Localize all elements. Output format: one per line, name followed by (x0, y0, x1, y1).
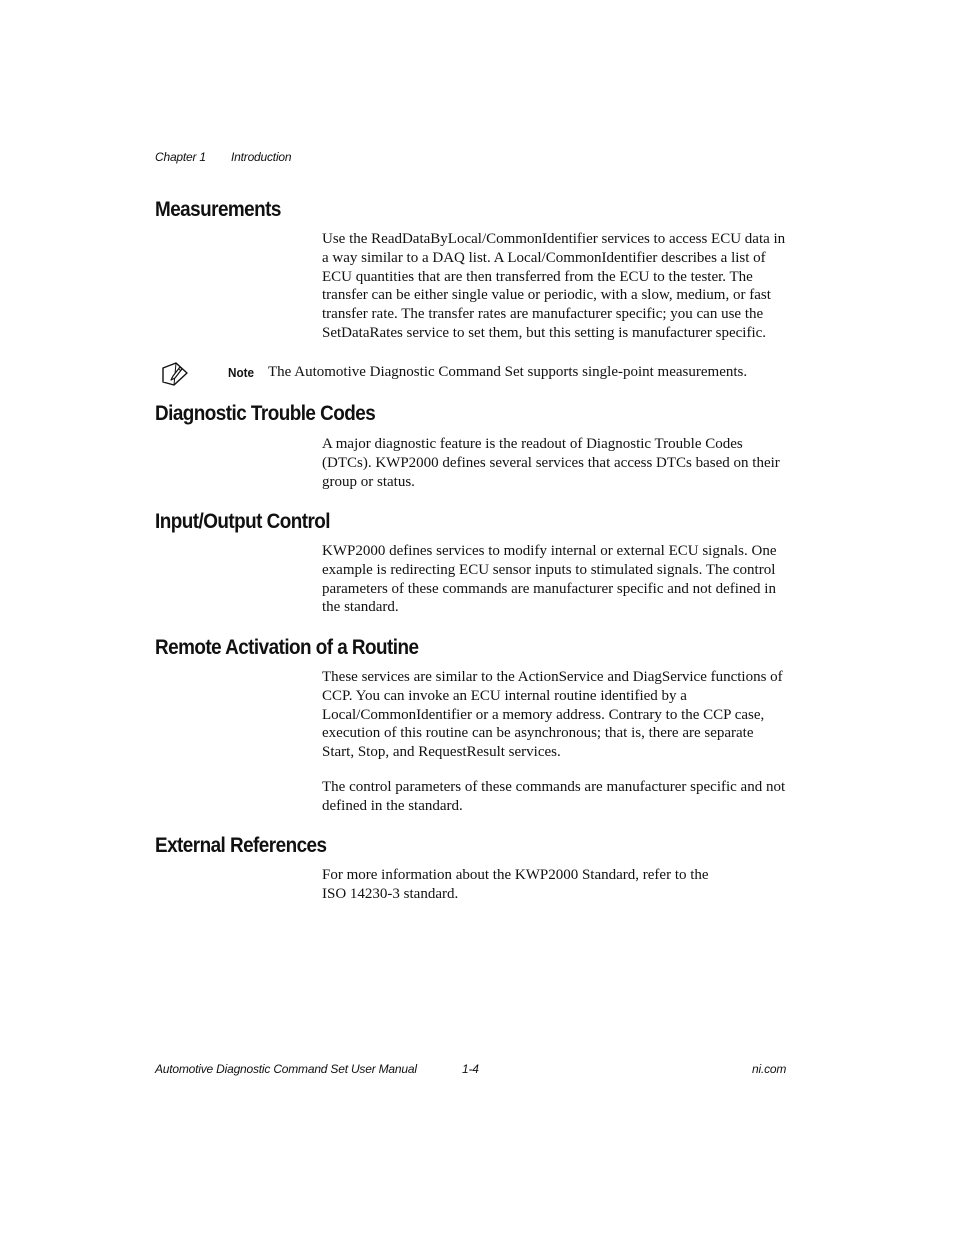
running-head-chapter: Chapter 1 (155, 150, 206, 164)
section-paragraph-external-references: For more information about the KWP2000 Standard, refer to the ISO 14230-3 standard. (322, 867, 709, 902)
section-heading-diagnostic-trouble-codes: Diagnostic Trouble Codes (155, 402, 376, 425)
section-heading-input-output-control: Input/Output Control (155, 510, 330, 533)
section-paragraph-remote-activation-1: These services are similar to the ActionService and DiagService functions of CCP. You can invoke an ECU internal routine identified by a Local/CommonIdentifier or a memory address. Contrary to the CCP case, execution of this routine can be asynchronous; that is, there are separate Start, Stop, and RequestResult services. (322, 669, 783, 761)
footer-manual-title: Automotive Diagnostic Command Set User Manual (155, 1062, 417, 1076)
running-head (155, 150, 291, 164)
section-heading-measurements: Measurements (155, 198, 281, 221)
section-paragraph-input-output-control: KWP2000 defines services to modify internal or external ECU signals. One example is redirecting ECU sensor inputs to stimulated signals. The control parameters of these commands are manufacturer specific and not defined in the standard. (322, 543, 777, 616)
section-paragraph-diagnostic-trouble-codes: A major diagnostic feature is the readout of Diagnostic Trouble Codes (DTCs). KWP2000 defines several services that access DTCs based on their group or status. (322, 436, 780, 490)
running-head-title: Introduction (231, 150, 292, 164)
footer-page-number: 1-4 (462, 1062, 479, 1076)
section-paragraph-remote-activation-2: The control parameters of these commands are manufacturer specific and not defined in the standard. (322, 779, 786, 814)
section-heading-external-references: External References (155, 834, 327, 857)
section-paragraph-measurements: Use the ReadDataByLocal/CommonIdentifier services to access ECU data in a way similar to a DAQ list. A Local/CommonIdentifier describes a list of ECU quantities that are then transferred from the ECU to the tester. The transfer can be either single value or periodic, with a slow, medium, or fast transfer rate. The transfer rates are manufacturer specific; you can use the SetDataRates service to set them, but this setting is manufacturer specific. (322, 231, 786, 341)
note-pencil-icon (160, 360, 190, 388)
section-heading-remote-activation: Remote Activation of a Routine (155, 636, 419, 659)
note-label: Note (228, 365, 255, 380)
footer-website: ni.com (752, 1062, 787, 1076)
note-text: The Automotive Diagnostic Command Set supports single-point measurements. (268, 364, 748, 380)
